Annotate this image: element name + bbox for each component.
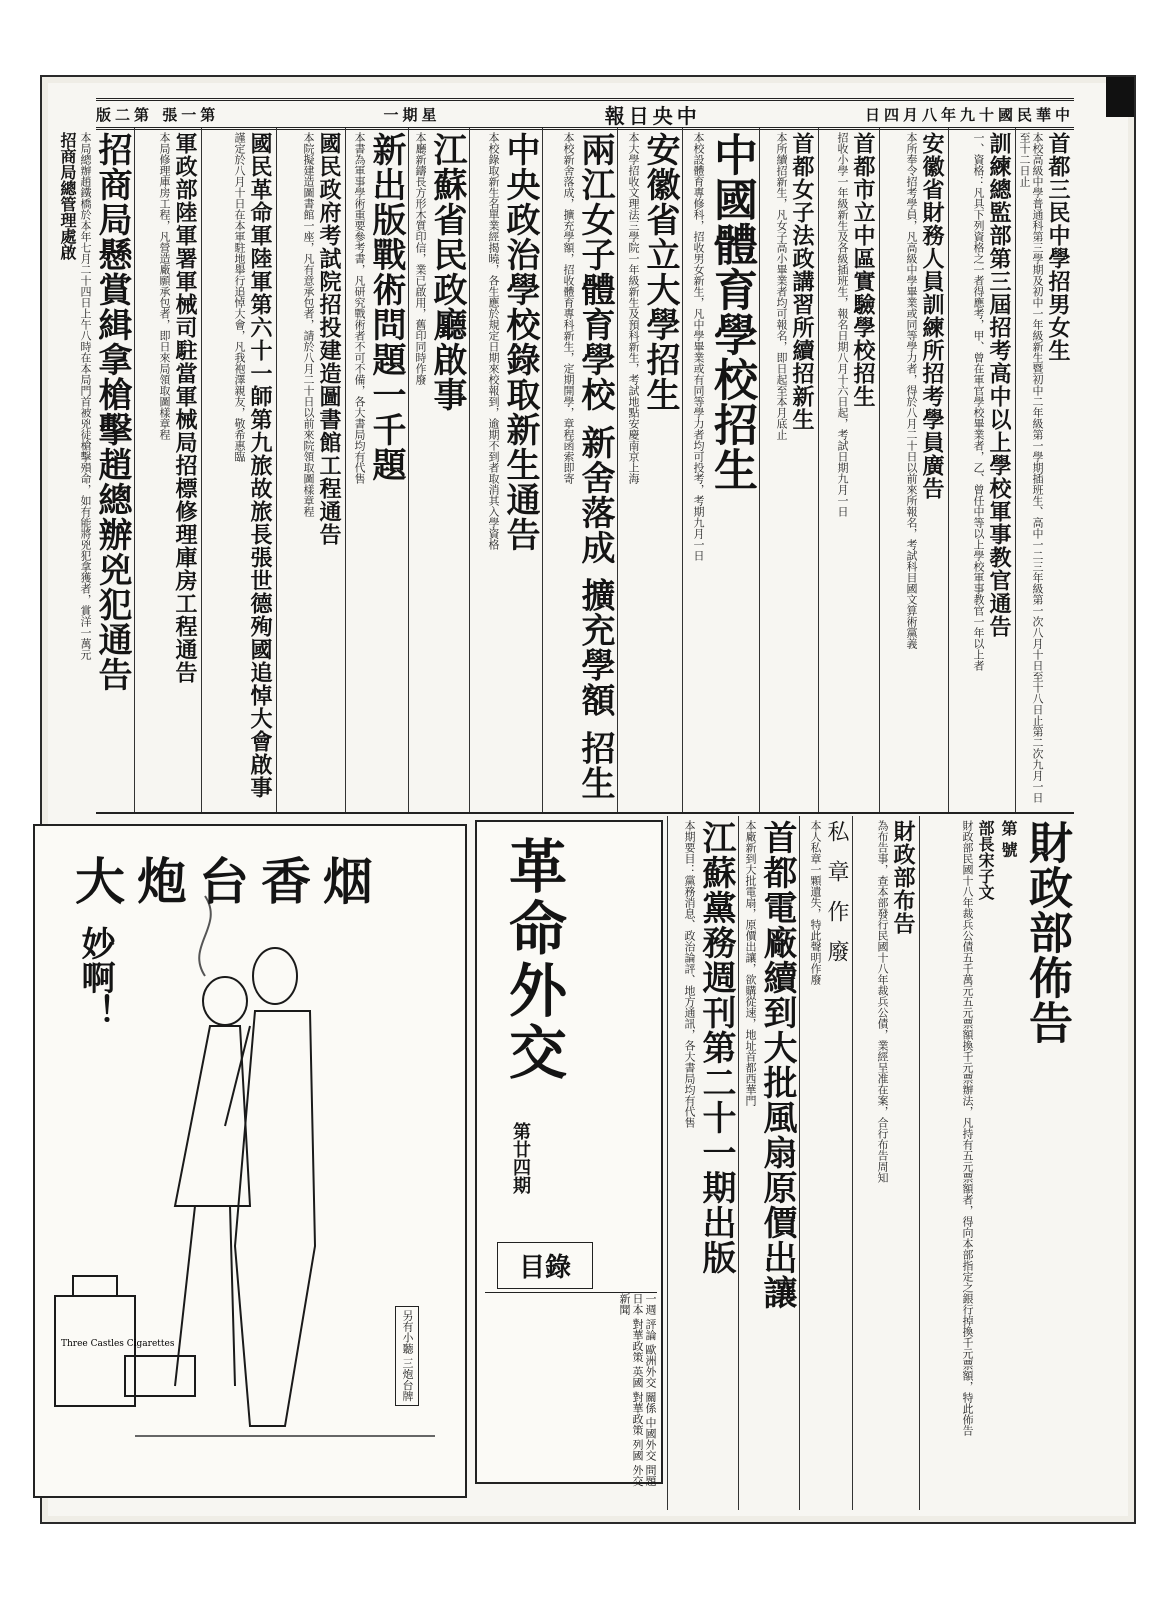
ad-headline: 國民革命軍陸軍第六十一師第九旅故旅長張世德殉國追悼大會啟事: [247, 132, 273, 799]
weekly-headline: 江蘇黨務週刊第二十一期出版: [696, 820, 736, 1275]
ad-headline: 安徽省財務人員訓練所招考學員廣告: [919, 132, 945, 500]
ad-anhui-university: [617, 128, 682, 812]
ad-body: 本校設體育專修科，招收男女新生，凡中學畢業或有同等學力者均可投考，考期九月一日: [692, 132, 705, 561]
ad-headline: 國民政府考試院招投建造圖書館工程通告: [316, 132, 342, 546]
masthead-page-info: 版二第 張一第: [96, 105, 220, 124]
woman-legs-shape: [175, 1206, 235, 1386]
masthead: [96, 98, 1074, 130]
ad-jiangsu-civil: [408, 128, 469, 812]
ad-anhui-finance: [879, 128, 948, 812]
ad-body: 招收小學一年級新生及各級插班生，報名日期八月十六日起，考試日期九月一日: [836, 132, 849, 517]
cigarette-ad: [33, 824, 467, 1498]
ad-headline: 新出版戰術問題一千題: [366, 132, 406, 482]
ad-central-school: [818, 128, 879, 812]
ad-headline: 中央政治學校錄取新生通告: [500, 132, 540, 552]
ad-headline: 首都市立中區實驗學校招生: [850, 132, 876, 408]
ad-body: 本局修理庫房工程，凡營造廠願承包者，即日來局領取圖樣章程: [158, 132, 171, 440]
notice-body: 財政部民國十八年裁兵公債五千萬元五元票額換千元票辦法，凡持有五元票額者，得向本部指定之銀行掉換千元票額，特此佈告: [961, 820, 974, 1436]
ad-body: 本校高級中學普通科第三學期及初中一年級新生暨初中二年級第一學期插班生、高中一二三年級第一次八月十日至十八日止第二次九月一日至十二日止: [1018, 132, 1044, 803]
masthead-title: 報日央中: [604, 103, 701, 128]
ad-political-school: [469, 128, 542, 812]
woman-head-shape: [203, 977, 247, 1025]
bottom-section: [61, 816, 1074, 1510]
magazine-issue: 第廿四期: [510, 1122, 531, 1194]
electric-headline: 首都電廠續到大批風扇原價出讓: [757, 820, 797, 1310]
ad-body: 謹定於八月十日在本軍駐地舉行追悼大會，凡我袍澤親友，敬希惠臨: [233, 132, 246, 462]
ad-sanmin-school: [1015, 128, 1074, 812]
cigarette-tin-shape: [55, 1296, 135, 1406]
ad-memorial: [201, 128, 276, 812]
ad-merchants-bureau: [30, 128, 134, 812]
masthead-weekday: 一期星: [383, 105, 441, 124]
woman-dress-shape: [175, 1026, 250, 1206]
ad-body: 本院擬建造圖書館一座，凡有意承包者，請於八月二十日以前來院領取圖樣章程: [302, 132, 315, 517]
masthead-date: 日四月八年九十國民華中: [864, 105, 1074, 124]
notice-minister: 部長宋子文: [976, 820, 995, 900]
ad-body: 本書為軍事學術重要參考書，凡研究戰術者不可不備，各大書局均有代售: [353, 132, 366, 484]
scan-corner-shadow: [1106, 77, 1134, 117]
ad-arsenal-tender: [134, 128, 201, 812]
ad-body: 一、資格：凡具下列資格之一者得應考，甲、曾在軍官學校畢業者，乙、曾任中等以上學校軍事教官一年以上者: [972, 132, 985, 671]
man-robe-shape: [235, 1011, 315, 1426]
cigarette-ad-title: 大炮台香烟: [75, 853, 385, 911]
ad-liangjiang-school: [542, 128, 617, 812]
ad-body: 本廳新鑄長方形木質印信，業已啟用，舊印同時作廢: [414, 132, 427, 385]
finance-notice: [919, 816, 1074, 1510]
ad-headline: 中國體育學校招生: [706, 132, 757, 492]
tin-label-text: Three Castles Cigarettes: [61, 1339, 175, 1349]
ad-headline: 招商局懸賞緝拿槍擊趙總辦兇犯通告: [92, 132, 132, 692]
ad-headline: 首都女子法政講習所續招新生: [789, 132, 815, 431]
magazine-title: 革命外交: [499, 836, 567, 1084]
magazine-toc-label: 目錄: [497, 1242, 593, 1289]
magazine-ad: [475, 820, 663, 1487]
finance-subnotice: [852, 816, 919, 1510]
electric-ad: [738, 816, 799, 1510]
cigarette-ad-tag: 另有小聽 三炮台牌: [395, 1306, 419, 1406]
ad-headline: 訓練總監部第三屆招考高中以上學校軍事教官通告: [986, 132, 1012, 638]
seal-notice: [799, 816, 852, 1510]
top-ads-section: [58, 128, 1074, 814]
magazine-toc-list: 一週 評論 歐洲外交 關係 中國外交 問題 日本 對華政策 英國 對華政策 列國 外交新聞: [485, 1292, 657, 1493]
ad-headline: 安徽省立大學招生: [640, 132, 680, 412]
electric-body: 本廠新到大批電扇，原價出讓，欲購從速，地址首都西華門: [744, 820, 757, 1106]
notice-number: 第 號: [999, 820, 1018, 858]
ad-signature: 招商局總管理處啟: [58, 132, 77, 260]
man-head-shape: [253, 948, 297, 1004]
notice-headline: 財政部佈告: [1021, 820, 1072, 1045]
ad-headline: 兩江女子體育學校 新舍落成 擴充學額 招生: [575, 132, 615, 801]
ad-headline: 首都三民中學招男女生: [1045, 132, 1071, 362]
ad-sports-school: [682, 128, 759, 812]
seal-headline: 私章作廢: [824, 820, 849, 980]
subnotice-body: 為布告事，查本部發行民國十八年裁兵公債，業經呈准在案，合行布告周知: [876, 820, 889, 1183]
ad-body: 本所奉令招考學員，凡高級中學畢業或同等學力者，得於八月二十日以前來所報名，考試科目國文算術黨義: [905, 132, 918, 649]
subnotice-headline: 財政部布告: [890, 820, 916, 935]
seal-body: 本人私章一顆遺失，特此聲明作廢: [809, 820, 822, 985]
ad-body: 本局總辦趙鐵橋於本年七月二十四日上午八時在本局門首被兇徒槍擊殞命，如有能將兇犯拿獲者，賞洋一萬元: [79, 132, 92, 660]
ad-headline: 軍政部陸軍署軍械司駐當軍械局招標修理庫房工程通告: [172, 132, 198, 684]
cigarette-ad-exclaim: 妙啊！: [75, 926, 115, 1028]
ad-library-tender: [276, 128, 345, 812]
ad-womens-law: [759, 128, 818, 812]
ad-body: 本校新舍落成，擴充學額，招收體育專科新生，定期開學，章程函索即寄: [562, 132, 575, 484]
weekly-body: 本期要目：黨務消息、政治論評、地方通訊，各大書局均有代售: [683, 820, 696, 1128]
ad-tactics-book: [345, 128, 408, 812]
ad-body: 本所續招新生，凡女子高小畢業者均可報名，即日起至本月底止: [775, 132, 788, 440]
ad-headline: 江蘇省民政廳啟事: [427, 132, 467, 412]
ad-body: 本校錄取新生名單業經揭曉，各生應於規定日期來校報到，逾期不到者取消其入學資格: [487, 132, 500, 550]
ad-training-dept: [948, 128, 1015, 812]
weekly-ad: [667, 816, 738, 1510]
tin-lid-shape: [73, 1276, 117, 1296]
ad-body: 本大學招收文理法三學院一年級新生及預科新生，考試地點安慶南京上海: [627, 132, 640, 484]
